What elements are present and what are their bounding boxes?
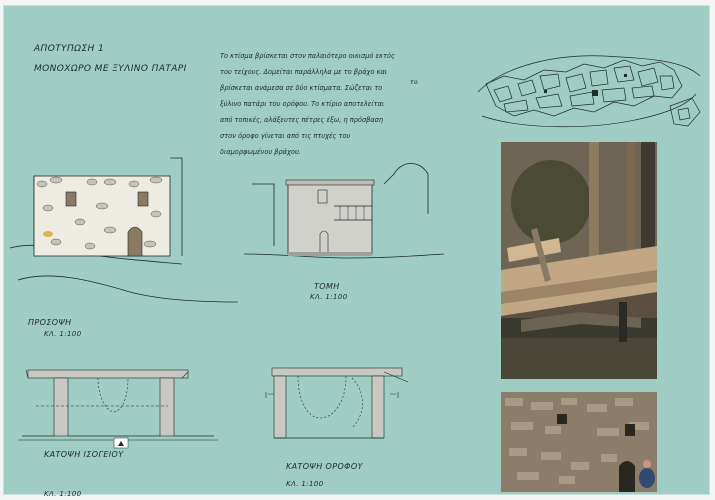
description-line: διαμορφωμένου βράχου. [220,148,301,156]
description-line: Το κτίσμα βρίσκεται στον παλαιότερο οικισμό εκτός [220,52,395,60]
ground-floor-plan [18,354,218,454]
description-text [220,48,444,160]
sheet-title: ΑΠΟΤΥΠΩΣΗ 1 [34,44,105,54]
section-drawing [244,154,444,284]
ground-plan-title: ΚΑΤΟΨΗ ΙΣΟΓΕΙΟΥ [44,450,124,459]
elevation-title: ΠΡΟΣΟΨΗ [28,318,72,327]
interior-loft-photo [501,142,657,379]
description-line: ξύλινο πατάρι του ορόφου. Το κτίριο αποτελείται [220,100,385,108]
elevation-scale: ΚΛ. 1:100 [44,330,82,338]
elevation-drawing [10,152,240,312]
site-map-sketch [474,46,704,136]
presentation-board [4,6,709,498]
upper-plan-title: ΚΑΤΟΨΗ ΟΡΟΦΟΥ [286,462,363,471]
description-line: του τείχους. Δομείται παράλληλα με το βράχο και [220,68,388,76]
section-scale: ΚΛ. 1:100 [310,293,348,301]
ground-plan-scale: ΚΛ. 1:100 [44,490,82,498]
description-line: βρίσκεται ανάμεσα σε δύο κτίσματα. Σώζεται το [220,84,383,92]
exterior-facade-photo [501,392,657,492]
description-insert: το [410,79,419,86]
description-line: από τοπικές, αλάξευτες πέτρες έξω, η πρόσβαση [220,116,384,124]
sheet-subtitle: ΜΟΝΟΧΩΡΟ ΜΕ ΞΥΛΙΝΟ ΠΑΤΑΡΙ [34,64,187,74]
upper-floor-plan [254,352,424,452]
upper-plan-scale: ΚΛ. 1:100 [286,480,324,488]
section-title: ΤΟΜΗ [314,282,340,291]
description-line: στον όροφο γίνεται από τις πτυχές του [220,132,351,140]
